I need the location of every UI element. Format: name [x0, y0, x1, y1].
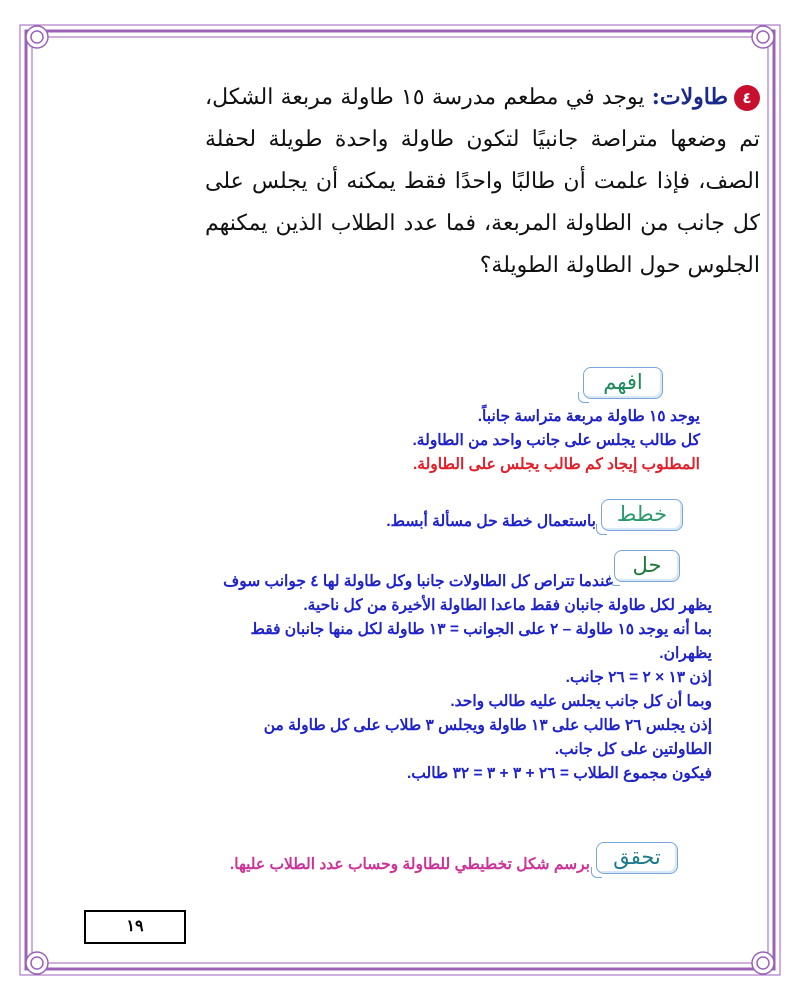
tag-solve: حل — [614, 550, 680, 582]
tag-plan: خطط — [601, 499, 683, 531]
solve-line-3: بما أنه يوجد ١٥ طاولة – ٢ على الجوانب = ١٣ طاولة لكل منها جانبان فقط — [250, 621, 712, 638]
plan-text: باستعمال خطة حل مسألة أبسط. — [386, 513, 596, 530]
understand-goal: المطلوب إيجاد كم طالب يجلس على الطاولة. — [412, 456, 700, 473]
solve-line-4: يظهران. — [659, 645, 712, 662]
solve-line-9: فيكون مجموع الطلاب = ٢٦ + ٣ + ٣ = ٣٢ طالب. — [406, 765, 712, 782]
problem-text: يوجد في مطعم مدرسة ١٥ طاولة مربعة الشكل، تم وضعها متراصة جانبيًا لتكون طاولة واحدة طويلة لحفلة الصف، فإذا علمت أن طالبًا واحدًا فقط يمكنه أن يجلس على كل جانب من الطاولة المربعة، فما عدد الطلاب الذين يمكنهم الجلوس حول الطاولة الطويلة؟ — [205, 85, 760, 278]
understand-section — [100, 405, 700, 477]
solve-line-5: إذن ١٣ × ٢ = ٢٦ جانب. — [565, 669, 712, 686]
understand-line-2: كل طالب يجلس على جانب واحد من الطاولة. — [412, 432, 700, 449]
solve-line-8: الطاولتين على كل جانب. — [554, 741, 712, 758]
solve-line-2: يظهر لكل طاولة جانبان فقط ماعدا الطاولة الأخيرة من كل ناحية. — [303, 597, 712, 614]
understand-line-1: يوجد ١٥ طاولة مربعة متراسة جانباً. — [477, 408, 700, 425]
check-text: برسم شكل تخطيطي للطاولة وحساب عدد الطلاب عليها. — [229, 856, 590, 873]
problem-statement — [205, 76, 760, 287]
solve-line-7: إذن يجلس ٢٦ طالب على ١٣ طاولة ويجلس ٣ طلاب على كل طاولة من — [263, 717, 712, 734]
tag-check: تحقق — [596, 842, 678, 874]
problem-keyword: طاولات: — [651, 84, 728, 110]
solve-line-6: وبما أن كل جانب يجلس عليه طالب واحد. — [450, 693, 712, 710]
problem-number-badge: ٤ — [734, 85, 760, 111]
tag-understand: افهم — [583, 367, 663, 399]
solve-line-1: عندما تتراص كل الطاولات جانبا وكل طاولة لها ٤ جوانب سوف — [223, 573, 614, 590]
page-number: ١٩ — [84, 910, 186, 944]
solve-section — [102, 570, 712, 786]
